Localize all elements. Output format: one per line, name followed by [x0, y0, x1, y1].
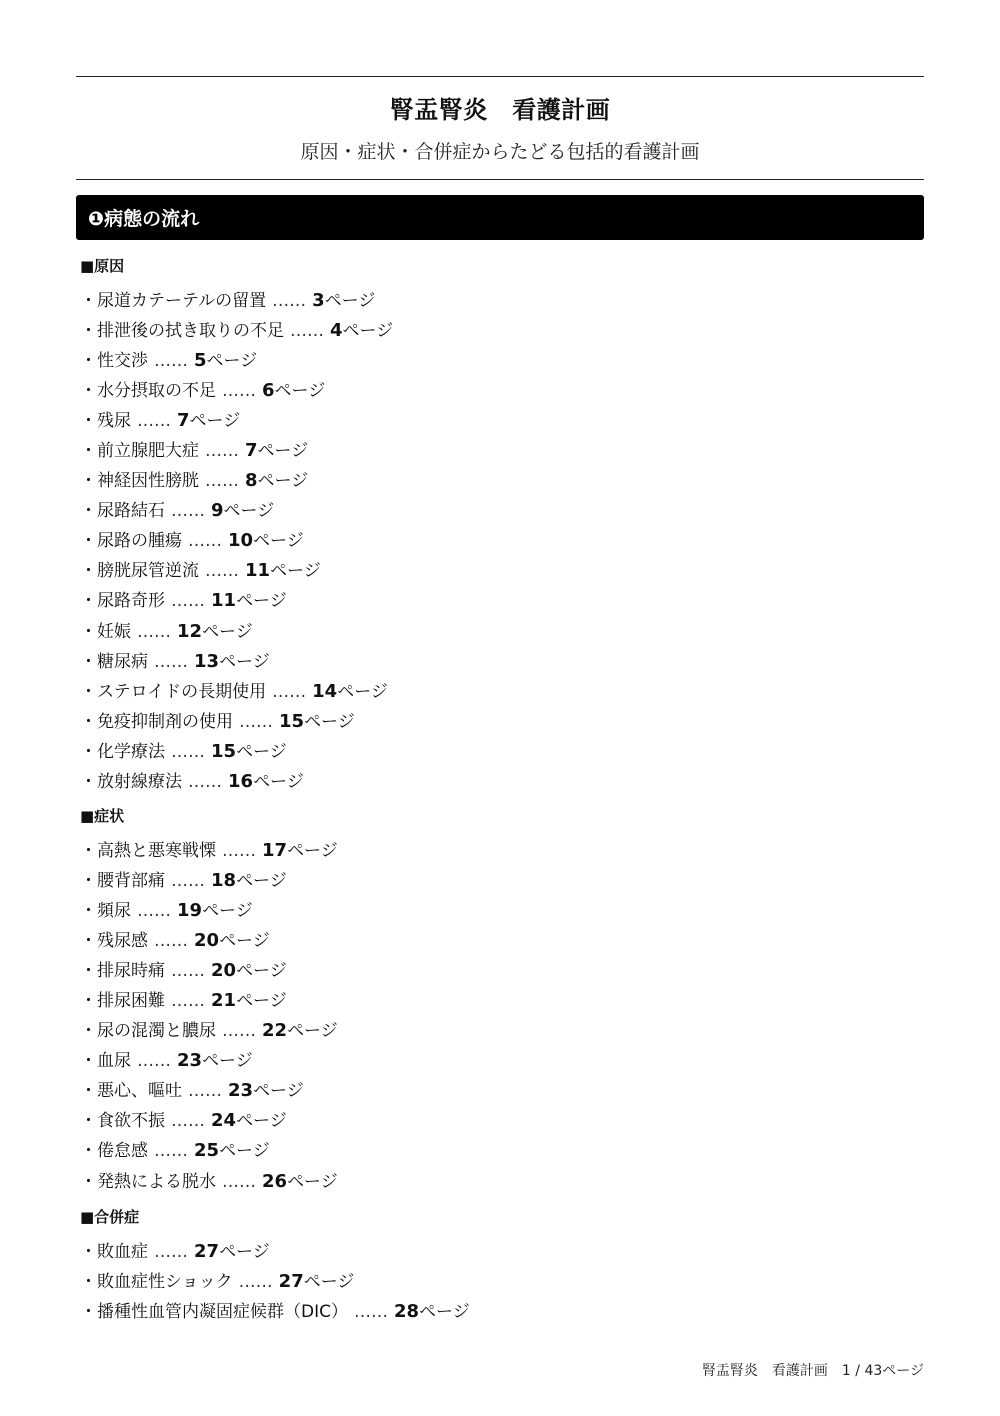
- toc-leader-dots: ……: [154, 1242, 188, 1262]
- toc-page-suffix: ページ: [236, 991, 287, 1012]
- toc-page-suffix: ページ: [202, 621, 253, 642]
- toc-leader-dots: ……: [353, 1302, 388, 1323]
- toc-page-suffix: ページ: [337, 681, 388, 702]
- toc-item[interactable]: [80, 406, 920, 436]
- group-heading: ■症状: [80, 807, 125, 825]
- toc-item[interactable]: [80, 866, 920, 896]
- toc-page-number: 8: [245, 470, 258, 492]
- toc-page-number: 12: [177, 620, 203, 642]
- toc-page-number: 17: [262, 840, 288, 861]
- toc-leader-dots: ……: [238, 1272, 273, 1293]
- toc-page-number: 9: [211, 500, 224, 522]
- toc-leader-dots: ……: [222, 381, 256, 402]
- toc-page-number: 14: [312, 680, 338, 702]
- toc-item-label: ・尿路奇形: [80, 591, 165, 612]
- toc-item[interactable]: [80, 346, 920, 376]
- toc-page-suffix: ページ: [219, 1141, 270, 1162]
- toc-item[interactable]: [80, 1297, 920, 1327]
- toc-item[interactable]: [80, 436, 920, 466]
- toc-page-number: 27: [278, 1271, 304, 1293]
- toc-item[interactable]: [80, 466, 920, 496]
- toc-page-suffix: ページ: [324, 291, 376, 311]
- toc-item[interactable]: [80, 1106, 920, 1136]
- bottom-rule: [76, 179, 924, 180]
- toc-page-number: 5: [194, 350, 207, 372]
- toc-page-number: 4: [330, 320, 343, 342]
- toc-page-number: 27: [194, 1241, 220, 1262]
- toc-page-suffix: ページ: [236, 741, 287, 762]
- toc-leader-dots: ……: [154, 931, 188, 952]
- toc-item-label: ・ステロイドの長期使用: [80, 681, 267, 702]
- toc-item-label: ・放射線療法: [80, 771, 182, 792]
- toc-page-suffix: ページ: [253, 771, 304, 792]
- toc-item[interactable]: [80, 896, 920, 926]
- toc-item[interactable]: [80, 677, 920, 707]
- toc-leader-dots: ……: [188, 1081, 222, 1102]
- toc-page-suffix: ページ: [303, 1272, 355, 1293]
- toc-page-suffix: ページ: [206, 351, 258, 372]
- toc-page-suffix: ページ: [274, 381, 326, 402]
- toc-page-suffix: ページ: [257, 471, 309, 492]
- toc-leader-dots: ……: [290, 321, 324, 342]
- toc-item-label: ・播種性血管内凝固症候群（DIC）: [80, 1302, 348, 1323]
- toc-page-suffix: ページ: [253, 531, 304, 552]
- toc-item-label: ・膀胱尿管逆流: [80, 561, 199, 582]
- toc-page-number: 26: [262, 1170, 288, 1192]
- toc-page-number: 15: [279, 710, 305, 732]
- toc-item-label: ・高熱と悪寒戦慄: [80, 841, 216, 861]
- toc-item[interactable]: [80, 1136, 920, 1166]
- toc-item-label: ・尿路の腫瘍: [80, 531, 182, 552]
- toc-item-label: ・排泄後の拭き取りの不足: [80, 321, 284, 342]
- toc-page-number: 13: [194, 650, 220, 672]
- toc-item[interactable]: [80, 707, 920, 737]
- top-rule: [76, 76, 924, 77]
- toc-item-label: ・排尿困難: [80, 991, 165, 1012]
- toc-item-label: ・尿の混濁と膿尿: [80, 1021, 216, 1042]
- toc-item[interactable]: [80, 1046, 920, 1076]
- causes-group: [80, 256, 920, 797]
- symptoms-group: [80, 806, 920, 1197]
- toc-page-suffix: ページ: [202, 1051, 253, 1072]
- toc-page-suffix: ページ: [202, 901, 253, 922]
- complications-group: [80, 1207, 920, 1327]
- toc-item-label: ・免疫抑制剤の使用: [80, 711, 233, 732]
- toc-leader-dots: ……: [171, 871, 205, 892]
- toc-leader-dots: ……: [171, 1111, 205, 1132]
- toc-page-number: 20: [211, 960, 237, 982]
- page-title: 腎盂腎炎 看護計画: [389, 96, 611, 124]
- toc-item-label: ・頻尿: [80, 901, 131, 922]
- toc-page-number: 10: [228, 530, 254, 552]
- toc-leader-dots: ……: [272, 681, 307, 702]
- toc-page-suffix: ページ: [304, 711, 355, 732]
- toc-page-suffix: ページ: [219, 651, 270, 672]
- toc-page-number: 21: [211, 990, 237, 1012]
- toc-item-label: ・残尿: [80, 411, 131, 432]
- toc-item-label: ・尿道カテーテルの留置: [80, 291, 267, 311]
- toc-page-suffix: ページ: [236, 1111, 287, 1132]
- toc-item-label: ・妊娠: [80, 621, 131, 642]
- toc-page-number: 18: [211, 870, 237, 892]
- toc-item[interactable]: [80, 926, 920, 956]
- toc-page-number: 6: [262, 380, 275, 402]
- toc-page-number: 23: [177, 1050, 203, 1072]
- toc-item[interactable]: [80, 647, 920, 677]
- toc-leader-dots: ……: [171, 961, 205, 982]
- toc-item[interactable]: [80, 617, 920, 647]
- toc-item[interactable]: [80, 956, 920, 986]
- toc-page-suffix: ページ: [419, 1302, 470, 1323]
- toc-item[interactable]: [80, 556, 920, 586]
- toc-leader-dots: ……: [222, 1171, 256, 1192]
- toc-leader-dots: ……: [188, 771, 222, 792]
- toc-page-number: 19: [177, 900, 203, 922]
- toc-item-label: ・敗血症性ショック: [80, 1272, 233, 1293]
- toc-item-label: ・腰背部痛: [80, 871, 165, 892]
- toc-leader-dots: ……: [137, 621, 171, 642]
- toc-item-label: ・倦怠感: [80, 1141, 148, 1162]
- toc-page-suffix: ページ: [342, 321, 394, 342]
- toc-item[interactable]: [80, 1076, 920, 1106]
- toc-item-label: ・残尿感: [80, 931, 148, 952]
- toc-item-label: ・血尿: [80, 1051, 131, 1072]
- group-heading: ■合併症: [80, 1208, 140, 1226]
- toc-item-label: ・化学療法: [80, 741, 165, 762]
- toc-page-number: 11: [211, 590, 237, 612]
- toc-leader-dots: ……: [137, 901, 171, 922]
- toc-item[interactable]: [80, 286, 920, 316]
- toc-item[interactable]: [80, 376, 920, 406]
- toc-leader-dots: ……: [171, 741, 205, 762]
- toc-item[interactable]: [80, 1167, 920, 1197]
- toc-page-number: 3: [312, 290, 325, 311]
- toc-item-label: ・水分摂取の不足: [80, 381, 216, 402]
- toc-page-suffix: ページ: [253, 1081, 304, 1102]
- toc-item-label: ・糖尿病: [80, 651, 148, 672]
- toc-leader-dots: ……: [205, 561, 239, 582]
- toc-item[interactable]: [80, 767, 920, 797]
- toc-page-number: 7: [245, 440, 258, 462]
- toc-page-number: 20: [194, 930, 220, 952]
- toc-page-number: 11: [245, 560, 271, 582]
- toc-leader-dots: ……: [137, 1051, 171, 1072]
- toc-page-number: 23: [228, 1080, 254, 1102]
- toc-item-label: ・悪心、嘔吐: [80, 1081, 182, 1102]
- toc-page-suffix: ページ: [236, 871, 287, 892]
- toc-item-label: ・性交渉: [80, 351, 148, 372]
- toc-leader-dots: ……: [222, 841, 256, 861]
- toc-page-suffix: ページ: [257, 441, 309, 462]
- toc-leader-dots: ……: [188, 531, 222, 552]
- toc-leader-dots: ……: [205, 471, 239, 492]
- toc-item[interactable]: [80, 586, 920, 616]
- toc-leader-dots: ……: [171, 591, 205, 612]
- toc-leader-dots: ……: [154, 651, 188, 672]
- toc-item[interactable]: [80, 737, 920, 767]
- toc-page-suffix: ページ: [236, 591, 287, 612]
- toc-item[interactable]: [80, 316, 920, 346]
- toc-leader-dots: ……: [154, 351, 188, 372]
- toc-item-label: ・神経因性膀胱: [80, 471, 199, 492]
- group-heading: ■原因: [80, 257, 125, 275]
- toc-page-number: 16: [228, 770, 254, 792]
- toc-leader-dots: ……: [205, 441, 239, 462]
- toc-item[interactable]: [80, 496, 920, 526]
- toc-leader-dots: ……: [222, 1021, 256, 1042]
- toc-leader-dots: ……: [137, 411, 171, 432]
- toc-leader-dots: ……: [239, 711, 273, 732]
- toc-item[interactable]: [80, 1267, 920, 1297]
- toc-item-label: ・尿路結石: [80, 501, 165, 522]
- page-subtitle: 原因・症状・合併症からたどる包括的看護計画: [300, 141, 700, 163]
- toc-leader-dots: ……: [272, 291, 307, 311]
- toc-page-number: 15: [211, 740, 237, 762]
- toc-item-label: ・前立腺肥大症: [80, 441, 199, 462]
- toc-page-suffix: ページ: [223, 501, 275, 522]
- toc-page-number: 24: [211, 1110, 237, 1132]
- toc-item-label: ・敗血症: [80, 1242, 148, 1262]
- toc-page-suffix: ページ: [270, 561, 321, 582]
- toc-page-suffix: ページ: [287, 1171, 338, 1192]
- toc-item[interactable]: [80, 836, 920, 866]
- toc-page-number: 22: [262, 1020, 288, 1042]
- toc-leader-dots: ……: [171, 501, 205, 522]
- page-footer: 腎盂腎炎 看護計画 1 / 43ページ: [701, 1363, 924, 1379]
- toc-item[interactable]: [80, 1016, 920, 1046]
- toc-page-number: 25: [194, 1140, 220, 1162]
- toc-leader-dots: ……: [154, 1141, 188, 1162]
- section-title: ❶病態の流れ: [88, 208, 200, 230]
- toc-page-suffix: ページ: [219, 931, 270, 952]
- toc-page-suffix: ページ: [287, 841, 338, 861]
- toc-item-label: ・排尿時痛: [80, 961, 165, 982]
- toc-page-number: 7: [177, 410, 190, 432]
- toc-item[interactable]: [80, 1237, 920, 1267]
- toc-item-label: ・食欲不振: [80, 1111, 165, 1132]
- toc-item[interactable]: [80, 526, 920, 556]
- section-header: [76, 195, 924, 240]
- toc-page-number: 28: [393, 1301, 420, 1323]
- toc-page-suffix: ページ: [189, 411, 241, 432]
- toc-page-suffix: ページ: [219, 1242, 270, 1262]
- toc-page-suffix: ページ: [236, 961, 287, 982]
- toc-item-label: ・発熱による脱水: [80, 1171, 216, 1192]
- toc-page-suffix: ページ: [287, 1021, 338, 1042]
- toc-item[interactable]: [80, 986, 920, 1016]
- toc-leader-dots: ……: [171, 991, 205, 1012]
